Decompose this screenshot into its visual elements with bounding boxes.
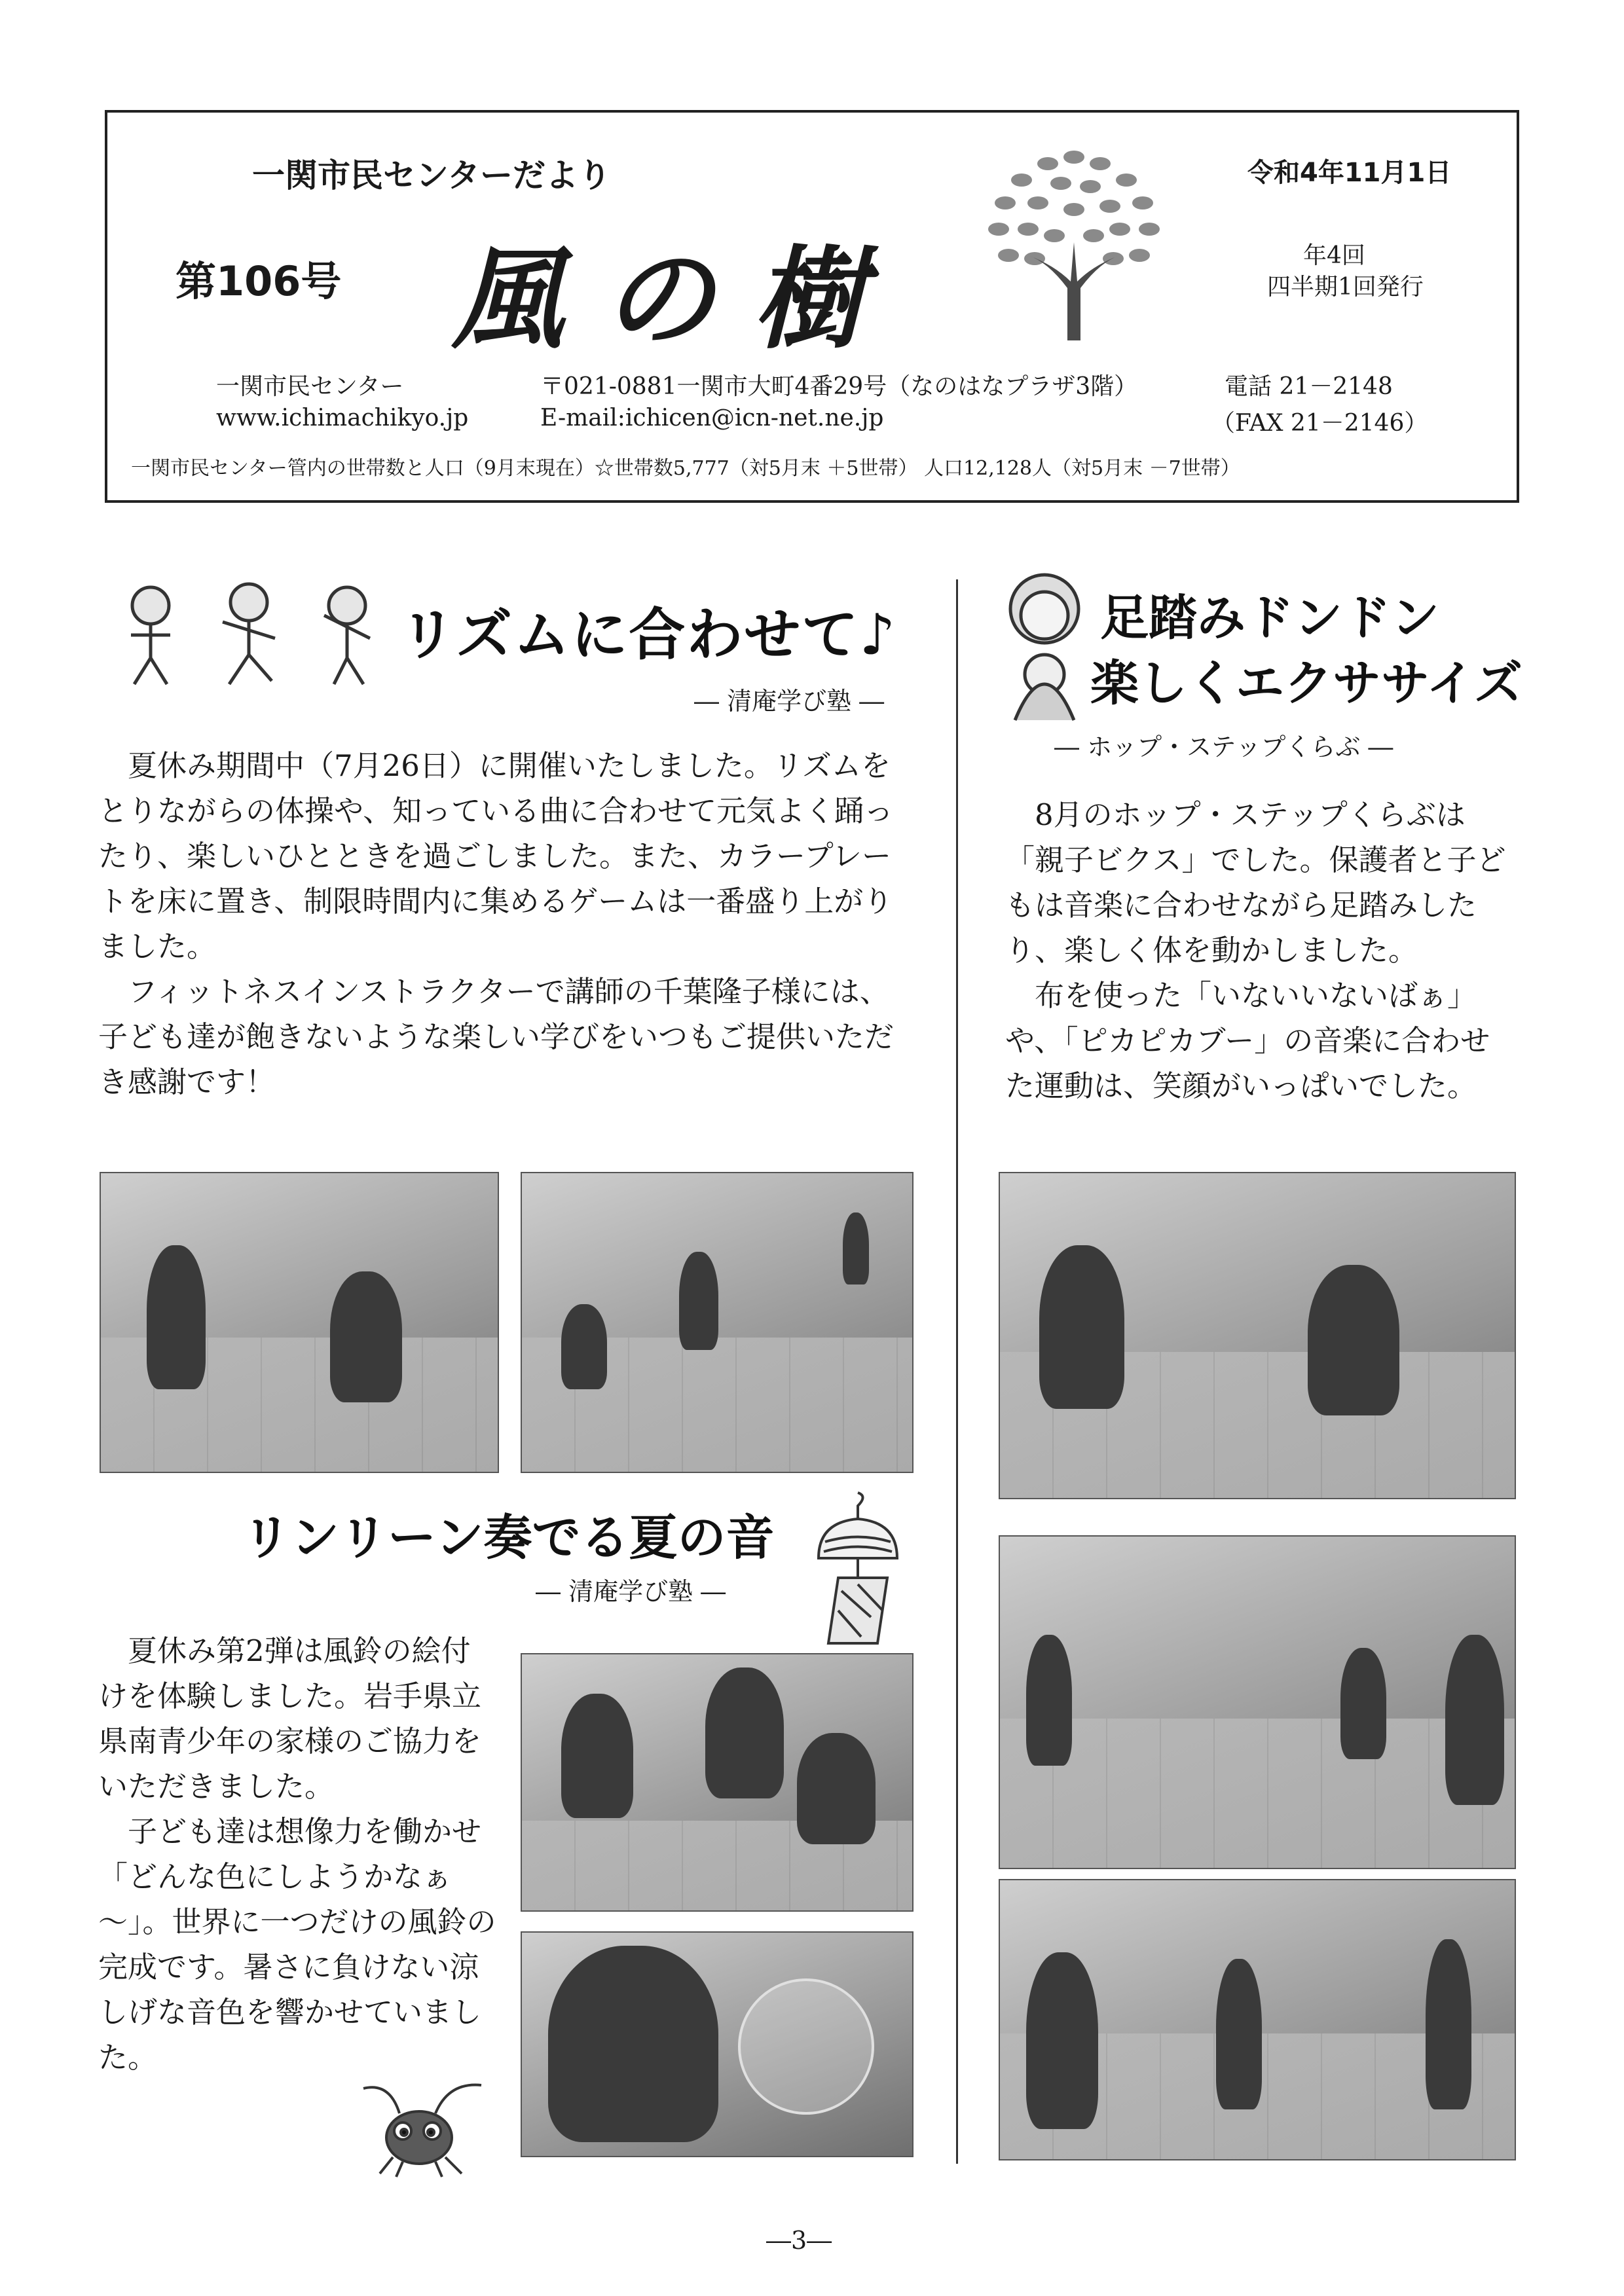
- phone-number: 電話 21－2148: [1225, 373, 1393, 400]
- article-subtitle-rhythm: ― 清庵学び塾 ―: [694, 687, 885, 716]
- photo-stretching: [100, 1172, 499, 1473]
- page-number: ―3―: [766, 2226, 832, 2255]
- article-title-exercise-line1: 足踏みドンドン: [1100, 590, 1439, 646]
- population-summary: 一関市民センター管内の世帯数と人口（9月末現在）☆世帯数5,777（対5月末 ＋5世帯） 人口12,128人（対5月末 －7世帯）: [131, 457, 1240, 480]
- article-title-rhythm: リズムに合わせて♪: [399, 602, 897, 668]
- article-title-windchime: リンリーン奏でる夏の音: [242, 1510, 775, 1566]
- paragraph: 布を使った「いないいないばぁ」や、「ピカピカブー」の音楽に合わせた運動は、笑顔がいっぱいでした。: [1005, 978, 1490, 1103]
- article-title-exercise-line2: 楽しくエクササイズ: [1090, 655, 1523, 712]
- cricket-illustration-icon: [357, 2075, 488, 2180]
- article-body-windchime: [98, 1628, 498, 2080]
- paragraph: 子ども達は想像力を働かせ「どんな色にしようかなぁ～」。世界に一つだけの風鈴の完成です。暑さに負けない涼しげな音色を響かせていました。: [98, 1814, 496, 2075]
- wind-chime-illustration-icon: [805, 1486, 910, 1650]
- article-body-rhythm: [98, 743, 913, 1104]
- fax-number: （FAX 21－2146）: [1211, 410, 1428, 437]
- paragraph: 夏休み第2弾は風鈴の絵付けを体験しました。岩手県立県南青少年の家様のご協力をいただきました。: [98, 1633, 482, 1804]
- issue-date: 令和4年11月1日: [1247, 158, 1452, 188]
- paragraph: 夏休み期間中（7月26日）に開催いたしました。リズムをとりながらの体操や、知っている曲に合わせて元気よく踊ったり、楽しいひとときを過ごしました。また、カラープレートを床に置き、制限時間内に集めるゲームは一番盛り上がりました。: [98, 748, 894, 964]
- photo-finished-windchime: [521, 1931, 913, 2157]
- article-body-exercise: [1005, 792, 1516, 1108]
- photo-lifting-children: [999, 1879, 1516, 2160]
- frequency-line-1: 年4回: [1303, 242, 1365, 269]
- tree-logo-icon: [969, 131, 1179, 347]
- paragraph: 8月のホップ・ステップくらぶは「親子ビクス」でした。保護者と子どもは音楽に合わせながら足踏みしたり、楽しく体を動かしました。: [1005, 797, 1506, 968]
- frequency-line-2: 四半期1回発行: [1267, 274, 1424, 301]
- mother-child-illustration-icon: [995, 570, 1094, 727]
- photo-arms-raised: [999, 1535, 1516, 1869]
- address: 〒021-0881一関市大町4番29号（なのはなプラザ3階）: [540, 373, 1138, 400]
- email-link[interactable]: E-mail:ichicen@icn-net.ne.jp: [540, 405, 884, 431]
- photo-painting-windchimes: [521, 1653, 913, 1912]
- website-link[interactable]: www.ichimachikyo.jp: [216, 405, 469, 431]
- article-subtitle-windchime: ― 清庵学び塾 ―: [536, 1577, 726, 1606]
- photo-parent-child-sitting: [999, 1172, 1516, 1499]
- kids-illustration-icon: [105, 576, 393, 694]
- newsletter-name: 一関市民センターだより: [252, 156, 611, 194]
- issue-number: 第106号: [175, 257, 342, 305]
- photo-color-plate-game: [521, 1172, 913, 1473]
- newsletter-title: 風の樹: [452, 234, 904, 365]
- paragraph: フィットネスインストラクターで講師の千葉隆子様には、子ども達が飽きないような楽しい学びをいつもご提供いただき感謝です！: [98, 974, 895, 1099]
- org-name: 一関市民センター: [216, 373, 404, 400]
- column-divider: [956, 579, 958, 2164]
- article-subtitle-exercise: ― ホップ・ステップくらぶ ―: [1054, 733, 1393, 761]
